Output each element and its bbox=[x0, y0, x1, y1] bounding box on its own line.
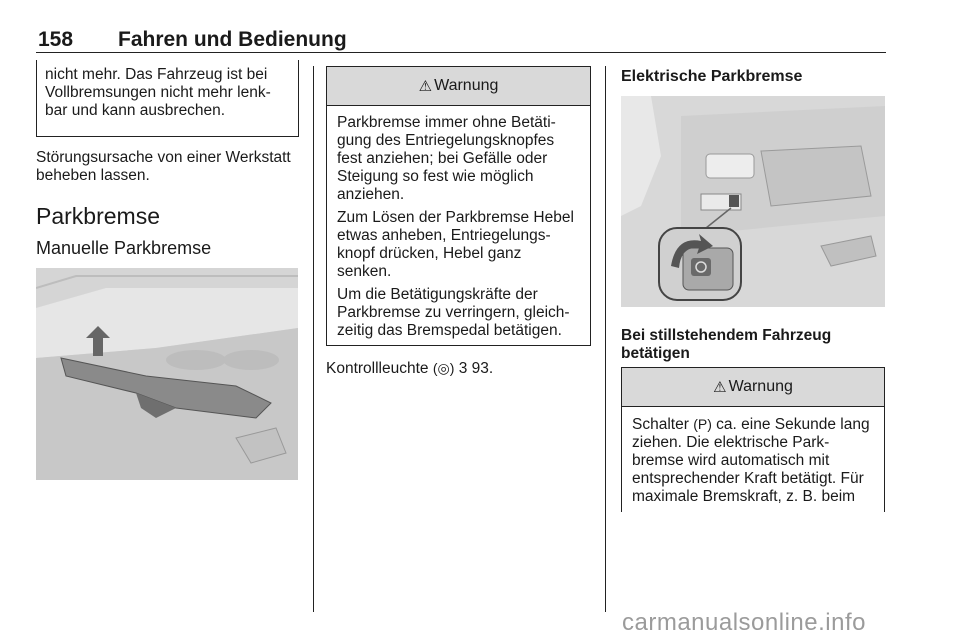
warning-header-2 bbox=[622, 368, 884, 407]
warning-triangle-icon: ⚠ bbox=[418, 78, 433, 95]
warning-label-2: Warnung bbox=[728, 378, 793, 395]
subheading-stationary-vehicle: Bei stillstehendem Fahrzeug betätigen bbox=[621, 327, 832, 362]
warning-paragraph-3: Um die Betätigungskräfte der Parkbremse zu verringern, gleich- zeitig das Bremspedal betätigen. bbox=[337, 286, 570, 339]
page-header-title: Fahren und Bedienung bbox=[118, 28, 347, 51]
continued-warning-line-3: bar und kann ausbrechen. bbox=[45, 102, 226, 119]
continued-warning-line-1: nicht mehr. Das Fahrzeug ist bei bbox=[45, 66, 268, 83]
warning-body-2 bbox=[622, 407, 884, 512]
page-reference-link[interactable]: 93. bbox=[471, 360, 494, 377]
warning-header bbox=[327, 67, 590, 106]
warning-paragraph-1: Parkbremse immer ohne Betäti- gung des Entriegelungsknopfes fest anziehen; bei Gefälle oder Steigung so fest wie möglich anziehen. bbox=[337, 114, 556, 203]
page-reference-arrow-icon: 3 bbox=[458, 360, 468, 377]
section-heading-parkbremse: Parkbremse bbox=[36, 203, 160, 229]
parkbrake-indicator-icon: (◎) bbox=[432, 360, 455, 376]
column-divider-2 bbox=[605, 66, 606, 612]
workshop-paragraph bbox=[36, 149, 306, 185]
warning-label: Warnung bbox=[434, 77, 499, 94]
heading-electric-parkbrake: Elektrische Parkbremse bbox=[621, 68, 803, 85]
continued-warning-box bbox=[36, 60, 299, 137]
warning-box-electric-parkbrake bbox=[621, 367, 885, 512]
indicator-reference bbox=[326, 359, 596, 378]
continued-warning-line-2: Vollbremsungen nicht mehr lenk- bbox=[45, 84, 271, 101]
workshop-line-1: Störungsursache von einer Werkstatt bbox=[36, 149, 291, 166]
warning-paragraph-2: Zum Lösen der Parkbremse Hebel etwas anheben, Entriegelungs- knopf drücken, Hebel ganz senken. bbox=[337, 209, 574, 280]
manual-parkbrake-illustration bbox=[36, 268, 298, 480]
workshop-line-2: beheben lassen. bbox=[36, 167, 150, 184]
warning-triangle-icon-2: ⚠ bbox=[713, 379, 727, 396]
warning-body bbox=[327, 106, 590, 353]
header-divider bbox=[36, 52, 886, 53]
page-number: 158 bbox=[38, 28, 74, 51]
watermark-text: carmanualsonline.info bbox=[622, 609, 866, 636]
parkbrake-switch-icon: (P) bbox=[693, 416, 712, 432]
manual-parkbrake-drawing bbox=[36, 268, 298, 480]
electric-parkbrake-illustration bbox=[621, 96, 885, 307]
electric-parkbrake-drawing bbox=[621, 96, 885, 307]
warning-box-manual-parkbrake bbox=[326, 66, 591, 346]
electric-warning-text: Schalter (P) ca. eine Sekunde lang ziehen. Die elektrische Park- bremse wird automatisch mit entsprechender Kraft betätigt. Für maximale Bremskraft, z. B. beim bbox=[632, 416, 870, 505]
column-divider-1 bbox=[313, 66, 314, 612]
indicator-label: Kontrollleuchte bbox=[326, 360, 429, 377]
subheading-manual-parkbrake: Manuelle Parkbremse bbox=[36, 238, 212, 258]
